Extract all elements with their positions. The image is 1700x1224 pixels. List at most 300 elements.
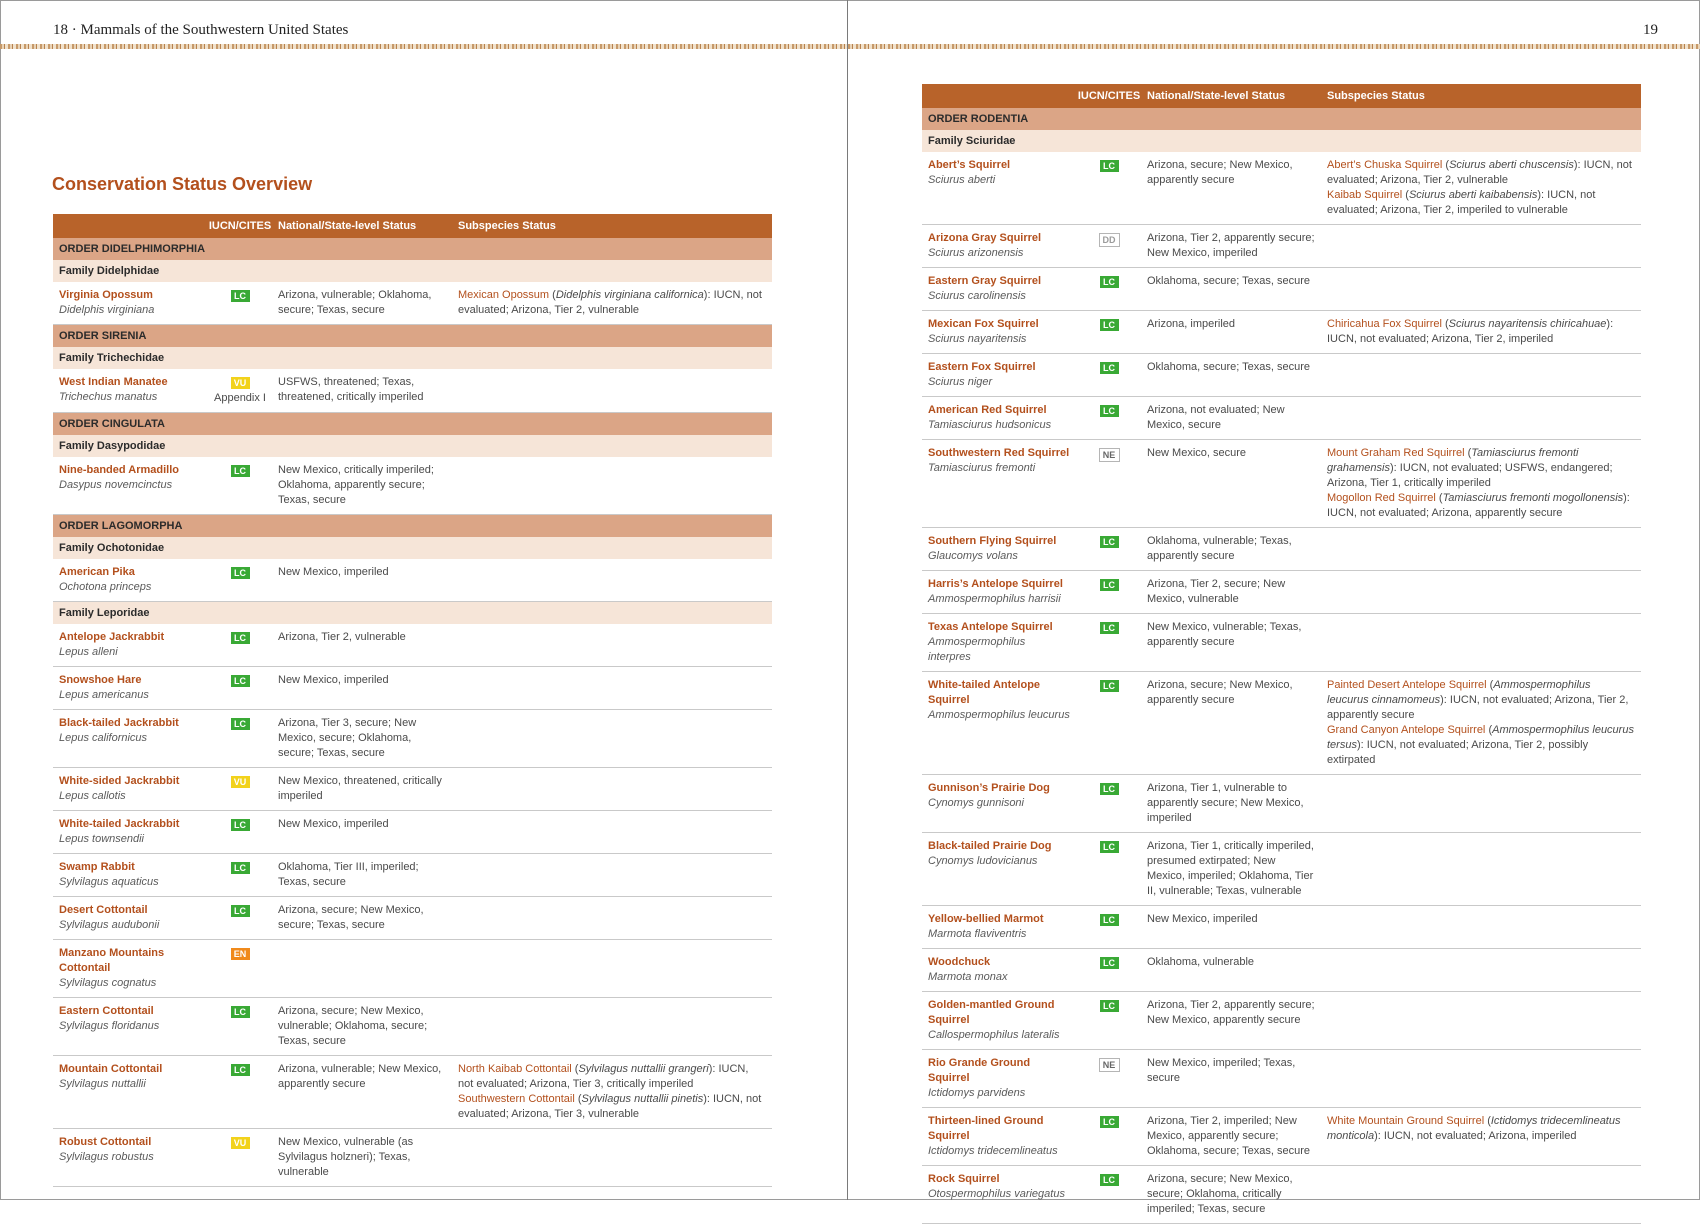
species-cell [922,311,1077,354]
right-page [848,0,1700,1215]
species-row [53,369,772,413]
species-row [922,672,1641,775]
species-row [53,940,772,998]
species-cell [922,1108,1077,1166]
common-name: Eastern Gray Squirrel [928,275,1042,287]
subspecies-cell [1321,614,1641,672]
subspecies-cell [452,998,772,1056]
iucn-cell [1077,906,1141,949]
subspecies-cell [1321,949,1641,992]
common-name: American Pika [59,566,135,578]
scientific-name: Cynomys gunnisoni [928,797,1024,809]
species-cell [922,397,1077,440]
subspecies-name: Abert’s Chuska Squirrel [1327,159,1443,171]
species-cell [922,354,1077,397]
iucn-badge: LC [231,290,250,302]
common-name: Eastern Fox Squirrel [928,361,1036,373]
running-header: 18 · Mammals of the Southwestern United States [53,22,349,38]
subspecies-cell [1321,775,1641,833]
family-row [53,435,772,457]
common-name: Nine-banded Armadillo [59,464,179,476]
cites-appendix: Appendix I [214,392,266,404]
species-row [53,457,772,515]
iucn-cell [1077,268,1141,311]
subspecies-status: IUCN, not evaluated; Arizona, Tier 3, vulnerable [458,1093,762,1120]
common-name: Southwestern Red Squirrel [928,447,1070,459]
common-name: Robust Cottontail [59,1136,152,1148]
iucn-badge: LC [1100,319,1119,331]
subspecies-cell [452,710,772,768]
subspecies-scientific-name: Sylvilagus nuttallii grangeri [578,1063,709,1075]
species-row [53,998,772,1056]
subspecies-name: Mount Graham Red Squirrel [1327,447,1465,459]
decorative-rule [0,44,847,49]
scientific-name: Lepus callotis [59,790,126,802]
common-name: Abert’s Squirrel [928,159,1011,171]
iucn-badge: LC [231,718,250,730]
national-status: Arizona, Tier 1, vulnerable to apparently secure; New Mexico, imperiled [1141,775,1321,833]
scientific-name: Tamiasciurus hudsonicus [928,419,1052,431]
header-subspecies-status: Subspecies Status [1321,84,1641,108]
subspecies-name: North Kaibab Cottontail [458,1063,572,1075]
species-row [53,282,772,325]
table-header-row [53,214,772,238]
species-cell [922,225,1077,268]
common-name: American Red Squirrel [928,404,1047,416]
iucn-cell [1077,1108,1141,1166]
subspecies-cell [452,1129,772,1187]
species-row [922,528,1641,571]
common-name: Virginia Opossum [59,289,153,301]
iucn-badge: LC [1100,957,1119,969]
iucn-badge: LC [231,862,250,874]
iucn-cell [1077,311,1141,354]
species-cell [922,268,1077,311]
header-species [53,214,208,238]
species-row [53,768,772,811]
common-name: Rock Squirrel [928,1173,1000,1185]
species-row [922,614,1641,672]
common-name: White-sided Jackrabbit [59,775,180,787]
iucn-cell [208,998,272,1056]
species-row [922,268,1641,311]
iucn-cell [1077,1050,1141,1108]
national-status: Oklahoma, vulnerable [1141,949,1321,992]
scientific-name: Sciurus nayaritensis [928,333,1027,345]
scientific-name: Sylvilagus nuttallii [59,1078,146,1090]
subspecies-name: Kaibab Squirrel [1327,189,1403,201]
national-status: Oklahoma, secure; Texas, secure [1141,354,1321,397]
national-status: Arizona, secure; New Mexico, secure; Texas, secure [272,897,452,940]
iucn-cell [1077,397,1141,440]
subspecies-name: Southwestern Cottontail [458,1093,575,1105]
subspecies-scientific-name: Sciurus aberti chuscensis [1449,159,1574,171]
common-name: Black-tailed Jackrabbit [59,717,179,729]
species-cell [922,571,1077,614]
subspecies-scientific-name: Ammospermophilus leucurus tersus [1327,724,1634,751]
subspecies-status: IUCN, not evaluated; Arizona, Tier 2, vulnerable [458,289,762,316]
subspecies-cell [452,559,772,602]
common-name: Golden-mantled Ground Squirrel [928,999,1055,1026]
national-status: Arizona, Tier 2, secure; New Mexico, vulnerable [1141,571,1321,614]
national-status: New Mexico, vulnerable (as Sylvilagus holzneri); Texas, vulnerable [272,1129,452,1187]
page-number: 19 [1643,22,1658,38]
species-cell [922,672,1077,775]
subspecies-cell [1321,440,1641,528]
subspecies-cell [1321,833,1641,906]
common-name: Snowshoe Hare [59,674,142,686]
scientific-name: Lepus americanus [59,689,149,701]
species-cell [53,369,208,413]
subspecies-entry: Chiricahua Fox Squirrel (Sciurus nayaritensis chiricahuae): IUCN, not evaluated; Arizona, Tier 2, imperiled [1327,318,1614,345]
subspecies-status: IUCN, not evaluated; Arizona, Tier 2, possibly extirpated [1327,739,1589,766]
subspecies-scientific-name: Didelphis virginiana californica [555,289,704,301]
iucn-cell [208,854,272,897]
national-status: Arizona, secure; New Mexico, apparently secure [1141,152,1321,225]
table-header-row [922,84,1641,108]
subspecies-cell [452,457,772,515]
order-row [53,413,772,436]
iucn-cell [208,1056,272,1129]
iucn-cell [1077,571,1141,614]
iucn-badge: LC [1100,536,1119,548]
iucn-badge: LC [1100,160,1119,172]
species-cell [922,949,1077,992]
national-status [272,940,452,998]
iucn-badge: LC [1100,914,1119,926]
national-status: Arizona, not evaluated; New Mexico, secure [1141,397,1321,440]
species-cell [53,940,208,998]
iucn-badge: LC [231,675,250,687]
subspecies-cell [1321,397,1641,440]
common-name: Eastern Cottontail [59,1005,154,1017]
iucn-badge: LC [1100,362,1119,374]
family-row [53,260,772,282]
subspecies-entry: Mexican Opossum (Didelphis virginiana californica): IUCN, not evaluated; Arizona, Tier 2, vulnerable [458,289,762,316]
species-row [53,667,772,710]
subspecies-cell [452,897,772,940]
iucn-badge: LC [231,819,250,831]
scientific-name: Dasypus novemcinctus [59,479,173,491]
common-name: Rio Grande Ground Squirrel [928,1057,1031,1084]
iucn-cell [208,940,272,998]
iucn-cell [208,1129,272,1187]
order-label: ORDER SIRENIA [53,325,772,348]
iucn-badge: NE [1099,448,1120,462]
species-row [922,440,1641,528]
subspecies-cell [452,1056,772,1129]
species-cell [53,897,208,940]
scientific-name: Sciurus arizonensis [928,247,1024,259]
header-iucn: IUCN/CITES [1077,84,1141,108]
scientific-name: Sylvilagus floridanus [59,1020,160,1032]
species-cell [53,559,208,602]
species-cell [53,1056,208,1129]
family-row [53,602,772,625]
scientific-name: Sylvilagus aquaticus [59,876,159,888]
scientific-name: Ammospermophilus interpres [928,636,1026,663]
decorative-rule [848,44,1700,49]
species-row [53,710,772,768]
iucn-badge: LC [1100,841,1119,853]
species-cell [53,811,208,854]
left-page [0,0,847,1200]
iucn-cell [208,768,272,811]
national-status: Arizona, Tier 1, critically imperiled, presumed extirpated; New Mexico, imperiled; Oklahoma, Tier II, vulnerable; Texas, vulnerable [1141,833,1321,906]
scientific-name: Tamiasciurus fremonti [928,462,1036,474]
scientific-name: Ictidomys tridecemlineatus [928,1145,1058,1157]
subspecies-status: IUCN, not evaluated; Arizona, Tier 2, apparently secure [1327,694,1629,721]
family-label: Family Sciuridae [922,130,1641,152]
family-label: Family Trichechidae [53,347,772,369]
iucn-cell [208,369,272,413]
national-status: Oklahoma, Tier III, imperiled; Texas, secure [272,854,452,897]
iucn-cell [1077,949,1141,992]
subspecies-cell [1321,1108,1641,1166]
common-name: Manzano Mountains Cottontail [59,947,165,974]
species-row [922,152,1641,225]
national-status: New Mexico, imperiled [272,811,452,854]
common-name: Mountain Cottontail [59,1063,163,1075]
scientific-name: Sylvilagus cognatus [59,977,157,989]
subspecies-scientific-name: Sylvilagus nuttallii pinetis [581,1093,704,1105]
common-name: Arizona Gray Squirrel [928,232,1042,244]
subspecies-entry: Kaibab Squirrel (Sciurus aberti kaibabensis): IUCN, not evaluated; Arizona, Tier 2, imperiled to vulnerable [1327,189,1596,216]
subspecies-status: IUCN, not evaluated; Arizona, Tier 2, imperiled [1327,333,1554,345]
subspecies-entry: White Mountain Ground Squirrel (Ictidomys tridecemlineatus monticola): IUCN, not evaluated; Arizona, imperiled [1327,1115,1621,1142]
subspecies-name: Grand Canyon Antelope Squirrel [1327,724,1486,736]
iucn-cell [208,710,272,768]
iucn-badge: LC [1100,622,1119,634]
subspecies-scientific-name: Tamiasciurus fremonti mogollonensis [1442,492,1624,504]
subspecies-status: IUCN, not evaluated; Arizona, Tier 3, critically imperiled [458,1063,749,1090]
iucn-cell [1077,152,1141,225]
common-name: White-tailed Jackrabbit [59,818,180,830]
subspecies-cell [1321,992,1641,1050]
species-cell [922,614,1077,672]
iucn-cell [1077,992,1141,1050]
iucn-cell [208,897,272,940]
scientific-name: Cynomys ludovicianus [928,855,1038,867]
subspecies-name: Mexican Opossum [458,289,550,301]
scientific-name: Ochotona princeps [59,581,152,593]
conservation-table [53,214,772,1187]
subspecies-cell [1321,354,1641,397]
iucn-cell [1077,672,1141,775]
iucn-badge: LC [1100,579,1119,591]
common-name: Gunnison’s Prairie Dog [928,782,1050,794]
iucn-cell [1077,354,1141,397]
common-name: Yellow-bellied Marmot [928,913,1044,925]
national-status: Arizona, vulnerable; New Mexico, apparently secure [272,1056,452,1129]
species-cell [53,1129,208,1187]
subspecies-scientific-name: Ictidomys tridecemlineatus monticola [1327,1115,1621,1142]
iucn-badge: LC [1100,276,1119,288]
species-cell [922,833,1077,906]
national-status: Arizona, Tier 2, imperiled; New Mexico, apparently secure; Oklahoma, secure; Texas, secure [1141,1108,1321,1166]
family-row [53,537,772,559]
scientific-name: Ammospermophilus leucurus [928,709,1070,721]
species-row [53,811,772,854]
iucn-cell [208,811,272,854]
species-row [922,397,1641,440]
iucn-badge: LC [231,905,250,917]
scientific-name: Sciurus niger [928,376,993,388]
iucn-badge: LC [231,1006,250,1018]
species-row [53,1129,772,1187]
subspecies-cell [452,854,772,897]
species-row [922,992,1641,1050]
species-row [922,833,1641,906]
scientific-name: Trichechus manatus [59,391,158,403]
species-cell [53,624,208,667]
family-label: Family Leporidae [53,602,772,625]
species-row [53,854,772,897]
species-row [53,1056,772,1129]
subspecies-entry: North Kaibab Cottontail (Sylvilagus nuttallii grangeri): IUCN, not evaluated; Arizona, Tier 3, critically imperiled [458,1063,749,1090]
scientific-name: Lepus alleni [59,646,118,658]
subspecies-cell [452,369,772,413]
common-name: White-tailed Antelope Squirrel [928,679,1041,706]
subspecies-cell [1321,225,1641,268]
national-status: Arizona, Tier 2, apparently secure; New Mexico, imperiled [1141,225,1321,268]
species-cell [922,1166,1077,1224]
scientific-name: Ictidomys parvidens [928,1087,1026,1099]
common-name: Mexican Fox Squirrel [928,318,1039,330]
iucn-badge: DD [1099,233,1120,247]
national-status: Oklahoma, vulnerable; Texas, apparently secure [1141,528,1321,571]
national-status: Oklahoma, secure; Texas, secure [1141,268,1321,311]
family-row [53,347,772,369]
subspecies-cell [1321,571,1641,614]
subspecies-cell [1321,268,1641,311]
national-status: New Mexico, vulnerable; Texas, apparently secure [1141,614,1321,672]
iucn-badge: LC [231,567,250,579]
species-cell [53,667,208,710]
subspecies-name: Mogollon Red Squirrel [1327,492,1436,504]
subspecies-cell [452,667,772,710]
subspecies-status: IUCN, not evaluated; Arizona, apparently secure [1327,507,1563,519]
national-status: New Mexico, critically imperiled; Oklahoma, apparently secure; Texas, secure [272,457,452,515]
subspecies-cell [452,282,772,325]
common-name: Desert Cottontail [59,904,148,916]
subspecies-entry: Mogollon Red Squirrel (Tamiasciurus fremonti mogollonensis): IUCN, not evaluated; Arizona, apparently secure [1327,492,1630,519]
order-row [922,108,1641,130]
species-cell [922,775,1077,833]
national-status: Arizona, Tier 2, vulnerable [272,624,452,667]
iucn-badge: VU [231,377,250,389]
iucn-cell [208,624,272,667]
national-status: Arizona, Tier 3, secure; New Mexico, secure; Oklahoma, secure; Texas, secure [272,710,452,768]
national-status: Arizona, imperiled [1141,311,1321,354]
family-row [922,130,1641,152]
header-national-status: National/State-level Status [272,214,452,238]
national-status: New Mexico, imperiled [272,559,452,602]
species-row [922,354,1641,397]
scientific-name: Marmota monax [928,971,1008,983]
subspecies-entry: Grand Canyon Antelope Squirrel (Ammospermophilus leucurus tersus): IUCN, not evaluated; Arizona, Tier 2, possibly extirpated [1327,724,1634,766]
species-row [922,775,1641,833]
subspecies-cell [452,940,772,998]
subspecies-entry: Southwestern Cottontail (Sylvilagus nuttallii pinetis): IUCN, not evaluated; Arizona, Tier 3, vulnerable [458,1093,762,1120]
species-cell [922,992,1077,1050]
species-cell [53,457,208,515]
iucn-cell [1077,225,1141,268]
national-status: Arizona, secure; New Mexico, apparently secure [1141,672,1321,775]
common-name: West Indian Manatee [59,376,168,388]
iucn-cell [208,282,272,325]
iucn-badge: VU [231,776,250,788]
common-name: Texas Antelope Squirrel [928,621,1053,633]
species-row [53,559,772,602]
family-label: Family Ochotonidae [53,537,772,559]
conservation-table [922,84,1641,1224]
subspecies-name: Chiricahua Fox Squirrel [1327,318,1442,330]
subspecies-scientific-name: Ammospermophilus leucurus cinnamomeus [1327,679,1591,706]
subspecies-status: IUCN, not evaluated; USFWS, endangered; Arizona, Tier 1, critically imperiled [1327,462,1613,489]
species-row [922,1108,1641,1166]
scientific-name: Lepus californicus [59,732,148,744]
header-national-status: National/State-level Status [1141,84,1321,108]
header-subspecies-status: Subspecies Status [452,214,772,238]
order-label: ORDER RODENTIA [922,108,1641,130]
iucn-cell [1077,833,1141,906]
scientific-name: Didelphis virginiana [59,304,155,316]
subspecies-scientific-name: Sciurus aberti kaibabensis [1408,189,1538,201]
scientific-name: Sciurus aberti [928,174,996,186]
scientific-name: Sciurus carolinensis [928,290,1026,302]
common-name: Harris’s Antelope Squirrel [928,578,1063,590]
species-row [922,571,1641,614]
subspecies-scientific-name: Sciurus nayaritensis chiricahuae [1448,318,1607,330]
common-name: Thirteen-lined Ground Squirrel [928,1115,1044,1142]
common-name: Black-tailed Prairie Dog [928,840,1052,852]
iucn-badge: LC [1100,680,1119,692]
species-row [922,311,1641,354]
national-status: New Mexico, imperiled; Texas, secure [1141,1050,1321,1108]
family-label: Family Didelphidae [53,260,772,282]
section-title: Conservation Status Overview [52,174,313,194]
scientific-name: Sylvilagus audubonii [59,919,160,931]
iucn-badge: LC [1100,1174,1119,1186]
header-iucn: IUCN/CITES [208,214,272,238]
species-cell [922,906,1077,949]
subspecies-cell [1321,672,1641,775]
national-status: New Mexico, imperiled [1141,906,1321,949]
iucn-badge: LC [1100,405,1119,417]
order-row [53,325,772,348]
scientific-name: Lepus townsendii [59,833,145,845]
species-cell [922,1050,1077,1108]
scientific-name: Glaucomys volans [928,550,1018,562]
subspecies-status: IUCN, not evaluated; Arizona, imperiled [1383,1130,1577,1142]
iucn-cell [208,559,272,602]
species-cell [53,710,208,768]
order-label: ORDER LAGOMORPHA [53,515,772,538]
species-row [922,1050,1641,1108]
iucn-cell [1077,614,1141,672]
national-status: New Mexico, imperiled [272,667,452,710]
species-row [922,225,1641,268]
species-cell [922,152,1077,225]
order-label: ORDER CINGULATA [53,413,772,436]
order-label: ORDER DIDELPHIMORPHIA [53,238,772,260]
iucn-badge: VU [231,1137,250,1149]
common-name: Swamp Rabbit [59,861,135,873]
subspecies-status: IUCN, not evaluated; Arizona, Tier 2, imperiled to vulnerable [1327,189,1596,216]
iucn-badge: LC [1100,1116,1119,1128]
species-row [922,906,1641,949]
